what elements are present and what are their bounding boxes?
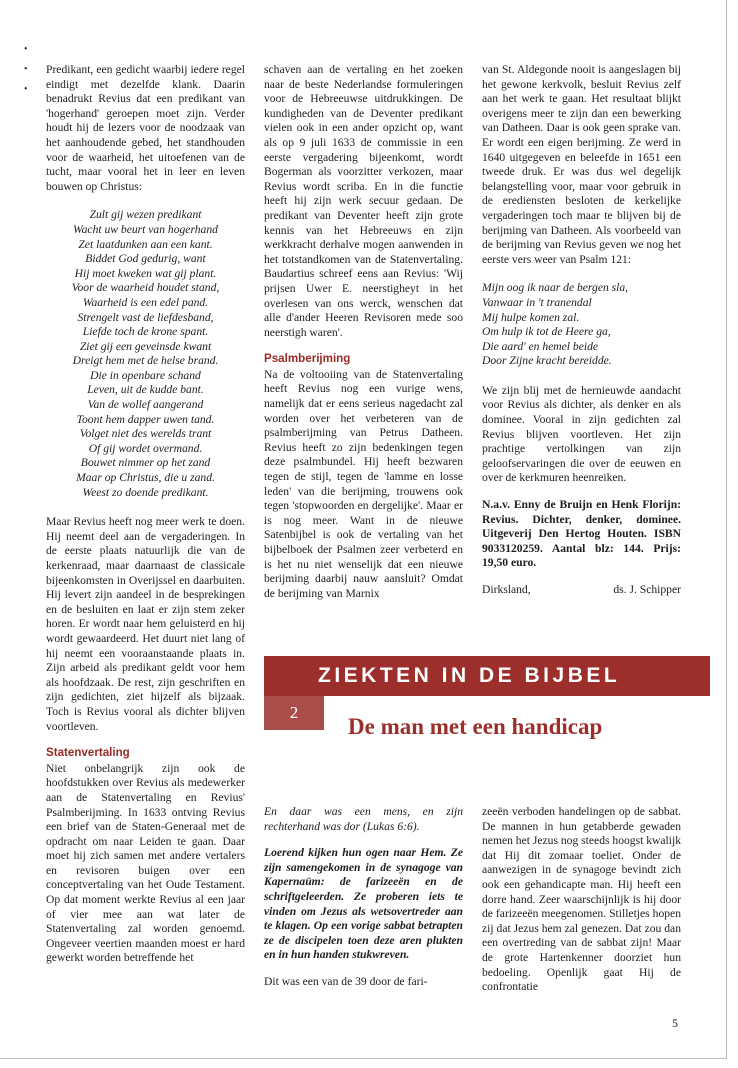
poem-line: Wacht uw beurt van hogerhand xyxy=(73,222,218,236)
poem-line: Door Zijne kracht bereidde. xyxy=(482,354,612,368)
poem-line: Om hulp ik tot de Heere ga, xyxy=(482,325,611,339)
poem-line: Weest zo doende predikant. xyxy=(82,485,209,499)
column-3 xyxy=(482,63,681,598)
paragraph: Dit was een van de 39 door de fari- xyxy=(264,974,428,988)
poem-line: Dreigt hem met de helse brand. xyxy=(72,354,219,368)
paragraph: Niet onbelangrijk zijn ook de hoofdstukken over Revius als medewerker aan de Statenvertaling en Revius' Psalmberijming. In 1633 ontving Revius een brief van de Staten-Generaal met de opdracht om naar Leiden te gaan. Daar moet hij zich samen met andere vertalers en revisoren buigen over een conceptvertaling van het Oude Testament. Op dat moment werkte Revius al een jaar of vier mee aan wat later de Statenvertaling zal worden genoemd. Ongeveer veertien maanden moest er hard gewerkt worden betreffende het xyxy=(46,761,245,965)
paragraph: Maar Revius heeft nog meer werk te doen. Hij neemt deel aan de vergaderingen. In de eerste plaats natuurlijk die van de kerkenraad, maar daarnaast de classicale bijeenkomsten in Overijssel en daarbuiten. Hij levert zijn aandeel in de besprekingen en de besluiten en laat er zijn stem zeker horen. Er wordt naar hem geluisterd en hij wordt gewaardeerd. Het duurt niet lang of hij neemt een vooraanstaande plaats in. Zijn arbeid als predikant geldt voor hem als hoofdzaak. De rest, zijn geschriften en zijn gedichten, ziet hijzelf als bijzaak. Toch is Revius vooral als dichter blijven voortleven. xyxy=(46,515,245,733)
article-column-1 xyxy=(264,805,463,1002)
author: ds. J. Schipper xyxy=(613,583,681,596)
poem-line: Vanwaar in 't tranendal xyxy=(482,295,592,309)
place: Dirksland, xyxy=(482,583,531,596)
poem-line: Hij moet kweken wat gij plant. xyxy=(74,266,217,280)
poem-line: Mij hulpe komen zal. xyxy=(482,310,580,324)
poem-line: Die aard' en hemel beide xyxy=(482,339,599,353)
poem-line: Volget niet des werelds trant xyxy=(79,427,212,441)
margin-marks: • • • xyxy=(24,44,28,95)
poem-line: Of gij wordet overmand. xyxy=(88,441,203,455)
poem-line: Zet laatdunken aan een kant. xyxy=(78,237,213,251)
page-number: 5 xyxy=(672,1016,678,1030)
paragraph: van St. Aldegonde nooit is aangeslagen bij het gewone kerkvolk, besluit Revius zelf aan het werk te gaan. Het resultaat blijkt overigens meer te zijn dan een bewerking van Datheen. Daar is ook geen sprake van. Er wordt een eigen berijming. Ze werd in 1640 uitgegeven en beleefde in 1651 een tweede druk. Er was dus wel degelijk belangstelling voor, maar voor gebruik in de erediensten besloten de kerkelijke vergaderingen toch maar te blijven bij de berijming van Datheen. Als voorbeeld van de berijming van Revius geven we nog het eerste vers weer van Psalm 121: xyxy=(482,63,681,266)
poem-line: Toont hem dapper uwen tand. xyxy=(76,412,215,426)
poem-line: Strengelt vast de liefdesband, xyxy=(77,310,214,324)
signature-line xyxy=(482,583,681,598)
poem-line: Liefde toch de krone spant. xyxy=(82,325,209,339)
poem-line: Ziet gij een geveinsde kwant xyxy=(79,339,212,353)
column-1 xyxy=(46,63,245,978)
poem-line: Waarheid is een edel pand. xyxy=(82,295,209,309)
poem-line: Voor de waarheid houdet stand, xyxy=(71,281,220,295)
paragraph: zeeën verboden handelingen op de sabbat. De mannen in hun getabberde gewaden nemen het Jezus nog steeds hoogst kwalijk dat Hij dit zomaar toeliet. Onder de aanwezigen in de synagoge bevindt zich ook een gehandicapte man. Hij heeft een dorre hand. Zeer waarschijnlijk is hij door de farizeeën meegenomen. Stilletjes hopen zij dat Jezus hem zal genezen. Dat zou dan een overtreding van de sabbat zijn! Maar de grote Hartenkenner doorziet hun bedoeling. Openlijk gaat Hij de confrontatie xyxy=(482,805,681,994)
poem-predikant xyxy=(46,208,245,500)
poem-line: Leven, uit de kudde bant. xyxy=(87,383,204,397)
poem-line: Van de wollef aangerand xyxy=(87,398,204,412)
poem-line: Mijn oog ik naar de bergen sla, xyxy=(482,281,629,295)
column-2 xyxy=(264,63,463,613)
paragraph: Na de voltooiing van de Statenvertaling heeft Revius nog een vurige wens, namelijk dat er eens serieus nagedacht zal worden over het verbeteren van de psalmberijming van Petrus Datheen. Revius heeft zo zijn bedenkingen tegen deze psalmbundel. Hij heeft bezwaren tegen de stijl, tegen de 'lamme en losse leden' van die berijming, trouwens ook tegen 'stopwoorden en dergelijke'. Maar er is nog meer. Want in de nieuwe Satenbijbel is ook de vertaling van het bijbelboek der Psalmen zeer verbeterd en is het nu niet wenselijk dat een nieuwe berijming daarbij nauw aansluit? Omdat de berijming van Marnix xyxy=(264,367,463,600)
book-reference: N.a.v. Enny de Bruijn en Henk Florijn: Revius. Dichter, denker, dominee. Uitgeverij Den Hertog Houten. ISBN 9033120259. Aantal blz: 144. Prijs: 19,50 euro. xyxy=(482,498,681,570)
article-title: De man met een handicap xyxy=(348,714,603,739)
episode-number: 2 xyxy=(264,696,324,730)
poem-line: Maar op Christus, die u zand. xyxy=(76,471,215,485)
article-lead: Loerend kijken hun ogen naar Hem. Ze zijn samengekomen in de synagoge van Kapernaüm: de farizeeën en de schriftgeleerden. Ze proberen iets te vinden om Jezus als wetsovertreder aan te klagen. Op een vorige sabbat betrapten ze de discipelen toen deze aren plukten en in hun handen stukwreven. xyxy=(264,846,463,962)
series-banner: ZIEKTEN IN DE BIJBEL xyxy=(264,656,710,696)
section-heading: Statenvertaling xyxy=(46,746,130,760)
paragraph: Predikant, een gedicht waarbij iedere regel eindigt met dezelfde klank. Daarin benadrukt Revius dat een predikant van 'hogerhand' geroepen moet zijn. Verder houdt hij de lezers voor de noodzaak van het aanhoudende gebed, het standhouden voor de waarheid, het uitoefenen van de tucht, maar vooral het in leer en leven bouwen op Christus: xyxy=(46,63,245,193)
poem-line: Die in openbare schand xyxy=(90,368,201,382)
article-column-2 xyxy=(482,805,681,1007)
poem-psalm-121 xyxy=(482,281,681,369)
paragraph: schaven aan de vertaling en het zoeken naar de beste Nederlandse formuleringen voor de Hebreeuwse uitdrukkingen. De kundigheden van de Deventer predikant vielen ook in een ander opzicht op, want als op 9 juli 1633 de commissie in een eerste vergadering bijeenkomt, wordt Bogerman als voorzitter verkozen, maar Revius wordt scriba. En in die functie heeft hij zijn werk secuur gedaan. De predikant van Deventer heeft zijn grote kennis van het Hebreeuws en zijn werkkracht derhalve mogen aanwenden in het totstandkomen van de Statenvertaling. Baudartius schreef eens aan Revius: 'Wij prijsen Uwer E. neerstigheyt in het overlesen van ons werck, wenschen dat alle d'ander Heeren Revisoren mede soo neerstigh waren'. xyxy=(264,63,463,339)
paragraph: We zijn blij met de hernieuwde aandacht voor Revius als dichter, als denker en als dominee. Vooral in zijn gedichten zal Revius blijven voortleven. Het zijn prachtige vertolkingen van zijn geloofservaringen die over de eeuwen en over de kerkmuren heenreiken. xyxy=(482,383,681,485)
bible-quote: En daar was een mens, en zijn rechterhand was dor (Lukas 6:6). xyxy=(264,805,463,833)
section-heading: Psalmberijming xyxy=(264,352,351,366)
poem-line: Zult gij wezen predikant xyxy=(89,208,202,222)
poem-line: Bouwet nimmer op het zand xyxy=(80,456,211,470)
poem-line: Biddet God gedurig, want xyxy=(85,252,206,266)
